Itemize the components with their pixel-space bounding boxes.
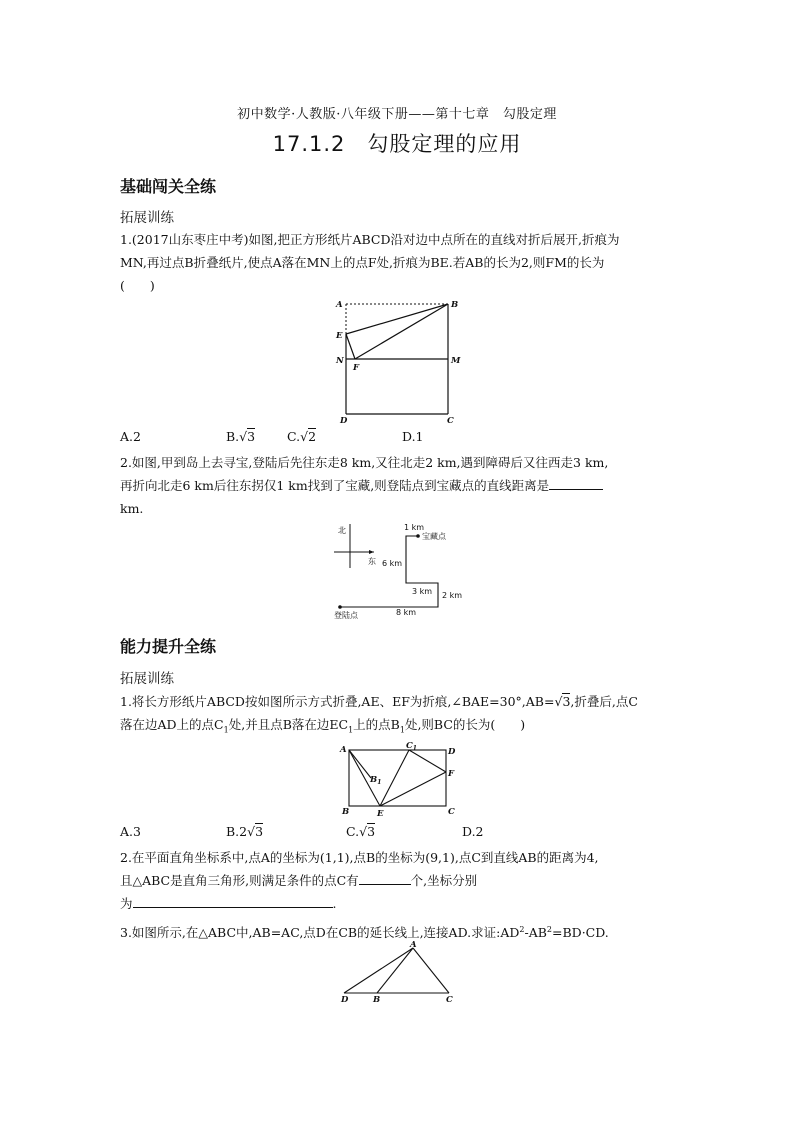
label-a: A: [340, 745, 347, 755]
q-a1-sub3: 1: [399, 725, 405, 735]
q-a3-text-c: =BD·CD.: [552, 925, 609, 941]
q-a2-line3-a: 为: [120, 896, 133, 911]
treasure-point-dot: [416, 534, 420, 538]
answer-blank-distance[interactable]: [549, 475, 603, 490]
question-ability-1-line1: [120, 690, 680, 713]
label-c: C: [448, 807, 455, 817]
label-m: M: [451, 356, 461, 366]
segment-ab: [377, 948, 413, 993]
label-c: C: [447, 416, 454, 426]
ability-option-c-radicand: 3: [367, 824, 376, 839]
option-b-radicand: 3: [247, 429, 256, 444]
option-b: [226, 429, 255, 444]
label-b1: [369, 775, 381, 786]
section-title-ability: 能力提升全练: [120, 637, 217, 656]
q-a1-line1-a: 1.将长方形纸片ABCD按如图所示方式折叠,AE、EF为折痕,∠BAE=30°,AB=: [120, 694, 555, 709]
option-d: D.1: [402, 429, 424, 444]
q-a1-line2-c: 上的点B: [353, 717, 400, 732]
label-d: D: [340, 416, 348, 426]
segment-label-8km: 8 km: [396, 608, 417, 617]
ability-option-c: [346, 824, 375, 839]
q-a3-sup2: 2: [546, 925, 553, 934]
compass-east-arrow-icon: [369, 550, 374, 554]
segment-c1f: [409, 750, 446, 772]
q-a1-line2-a: 落在边AD上的点C: [120, 717, 224, 732]
label-a: A: [410, 940, 417, 950]
section-subtitle-basic: 拓展训练: [120, 210, 174, 226]
figure-treasure-path: [330, 520, 470, 620]
label-c1: [406, 741, 417, 752]
question-1-text: [120, 228, 680, 297]
label-c1-sub: 1: [412, 745, 417, 752]
ability-option-a: A.3: [120, 824, 141, 839]
segment-ef: [346, 334, 355, 359]
sqrt-symbol: √: [359, 824, 368, 839]
q-a1-line1-radicand: 3: [562, 694, 571, 709]
label-c: C: [446, 995, 453, 1005]
ability-option-c-prefix: C.: [346, 824, 360, 839]
option-c-radicand: 2: [308, 429, 317, 444]
label-b: B: [451, 300, 459, 310]
question-2-line1: 2.如图,甲到岛上去寻宝,登陆后先往东走8 km,又往北走2 km,遇到障碍后又往西走3 km,: [120, 455, 609, 470]
question-ability-2-line1: 2.在平面直角坐标系中,点A的坐标为(1,1),点B的坐标为(9,1),点C到直线AB的距离为4,: [120, 850, 599, 865]
path-polyline: [340, 536, 438, 607]
label-a: A: [336, 300, 343, 310]
question-ability-1-text: [120, 690, 680, 742]
segment-label-6km: 6 km: [382, 559, 403, 568]
question-2-line3: km.: [120, 501, 144, 516]
q-a3-sup1: 2: [519, 925, 525, 934]
figure-rectangle-fold: [337, 740, 462, 818]
q-a1-sub2: 1: [348, 725, 354, 735]
option-c: [287, 429, 316, 444]
compass-north-label: 北: [338, 526, 346, 535]
label-e: E: [377, 809, 384, 818]
question-ability-2-text: [120, 846, 680, 915]
q-a3-text-a: 3.如图所示,在△ABC中,AB=AC,点D在CB的延长线上,连接AD.求证:AD: [120, 925, 520, 941]
label-b: B: [342, 807, 350, 817]
treasure-label: 宝藏点: [422, 532, 446, 541]
label-f: F: [448, 769, 455, 779]
question-2-line2: [120, 474, 680, 497]
label-c1-letter: C: [406, 741, 413, 751]
segment-label-1km: 1 km: [404, 523, 425, 532]
q-a2-line3-b: .: [332, 896, 337, 911]
landing-label: 登陆点: [334, 611, 358, 620]
q-a1-line1-b: ,折叠后,点C: [570, 694, 638, 709]
label-f: F: [353, 363, 360, 373]
label-n: N: [336, 356, 344, 366]
answer-blank-coordinates[interactable]: [133, 893, 333, 908]
question-ability-1-line2: [120, 713, 680, 742]
q-a1-line2-b: 处,并且点B落在边EC: [228, 717, 349, 732]
question-1-line1: 1.(2017山东枣庄中考)如图,把正方形纸片ABCD沿对边中点所在的直线对折后展开,折痕为: [120, 232, 620, 247]
compass-east-label: 东: [368, 557, 376, 566]
question-1-answer-paren: ( ): [120, 278, 155, 293]
answer-blank-count[interactable]: [359, 870, 411, 885]
question-2-line2-text: 再折向北走6 km后往东拐仅1 km找到了宝藏,则登陆点到宝藏点的直线距离是: [120, 478, 550, 493]
label-b1-letter: B: [370, 775, 378, 785]
sqrt-symbol: √: [554, 694, 563, 709]
q-a1-sub1: 1: [223, 725, 229, 735]
option-a: A.2: [120, 429, 141, 444]
sqrt-symbol: √: [300, 429, 309, 444]
sqrt-symbol: √: [239, 429, 248, 444]
label-e: E: [336, 331, 343, 341]
ability-option-b: [226, 824, 263, 839]
label-d: D: [341, 995, 349, 1005]
segment-ad: [344, 948, 413, 993]
q-a1-line2-d: 处,则BC的长为( ): [404, 717, 526, 732]
section-subtitle-ability: 拓展训练: [120, 671, 174, 687]
question-1-line2: MN,再过点B折叠纸片,使点A落在MN上的点F处,折痕为BE.若AB的长为2,则FM的长为: [120, 255, 605, 270]
q-a2-line2-b: 个,坐标分别: [410, 873, 478, 888]
label-d: D: [448, 747, 456, 757]
label-b1-sub: 1: [377, 779, 382, 786]
question-2-text: [120, 451, 680, 520]
option-c-prefix: C.: [287, 429, 301, 444]
ability-option-b-radicand: 3: [255, 824, 264, 839]
landing-point-dot: [338, 605, 342, 609]
ability-option-d: D.2: [462, 824, 484, 839]
question-ability-2-line2: [120, 869, 680, 892]
crease-ef: [380, 772, 446, 806]
segment-label-3km: 3 km: [412, 587, 433, 596]
figure-triangle-abc: [336, 940, 461, 1006]
segment-ab1: [349, 750, 371, 778]
segment-ec1: [380, 750, 409, 806]
crease-be: [346, 304, 448, 334]
q-a3-text-b: -AB: [524, 925, 547, 941]
ability-option-b-prefix: B.2: [226, 824, 248, 839]
option-b-prefix: B.: [226, 429, 240, 444]
segment-fb: [355, 304, 448, 359]
figure-square-fold: [330, 298, 465, 426]
question-ability-2-line3: [120, 892, 680, 915]
section-title-basic: 基础闯关全练: [120, 177, 217, 196]
segment-label-2km: 2 km: [442, 591, 463, 600]
sqrt-symbol: √: [247, 824, 256, 839]
page-title: 17.1.2 勾股定理的应用: [272, 132, 522, 156]
label-b: B: [373, 995, 381, 1005]
segment-ac: [413, 948, 449, 993]
q-a2-line2-a: 且△ABC是直角三角形,则满足条件的点C有: [120, 873, 359, 888]
running-header: 初中数学·人教版·八年级下册——第十七章 勾股定理: [237, 107, 557, 122]
